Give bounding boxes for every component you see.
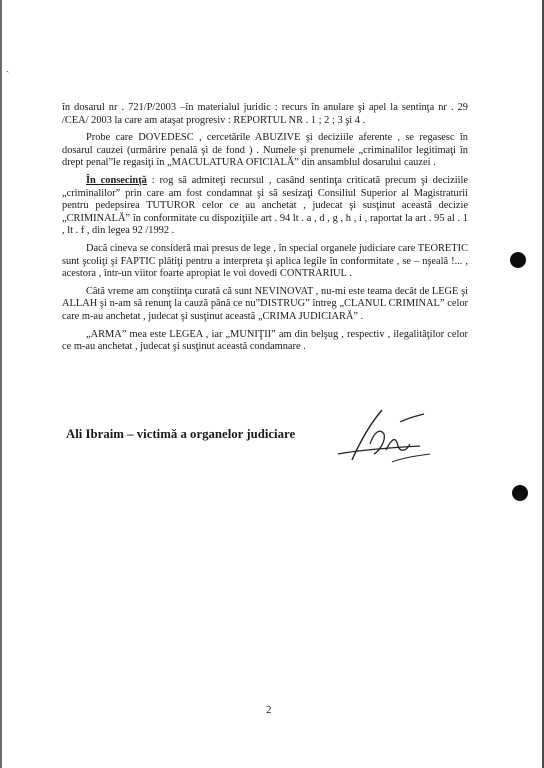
paragraph-4: Dacă cineva se consideră mai presus de lege , în special organele judiciare care TEORETIC sunt şcoliţi şi FAPTIC plătiţi pentru a interpreta şi aplica legile în conformitate , se – nşeală !... , acestora , într-un viitor foarte apropiat le voi dovedi CONTRARIUL .: [62, 242, 468, 280]
signature-caption: Ali Ibraim – victimă a organelor judiciare: [66, 427, 296, 441]
paragraph-3-lead: În consecinţă: [86, 174, 147, 186]
scan-edge-left: [0, 0, 2, 768]
paragraph-5: Câtă vreme am conştiinţa curată că sunt NEVINOVAT , nu-mi este teama decât de LEGE şi ALLAH şi n-am să renunţ la cauză până ce nu”DISTRUG” întreg „CLANUL CRIMINAL” celor care m-au anchetat , judecat şi susţinut această „CRIMA JUDICIARĂ” .: [62, 285, 468, 322]
paragraph-2: Probe care DOVEDESC , cercetările ABUZIVE şi deciziile aferente , se regasesc în dosarul cauzei (urmărire penală şi de fond ) . Numele şi prenumele „criminalilor legitimaţi în drept penal”le regasiţi în „MACULATURA OFICIALĂ” din ansamblul dosarului cauzei .: [62, 132, 468, 169]
paragraph-6: „ARMA” mea este LEGEA , iar „MUNIŢII” am din belşug , respectiv , ilegalităţilor celor ce m-au anchetat , judecat şi susţinut această condamnare .: [62, 328, 468, 353]
paragraph-3-rest: : rog să admiteţi recursul , casând sentinţa criticată precum şi deciziile „criminalilor” prin care am fost condamnat şi să sesizaţi Consiliul Superior al Magistraturii pentru pedepsirea TUTUROR celor ce au anchetat , judecat şi susţinut această decizie „CRIMINALĂ” în conformitate cu dispoziţiile art . 94 lt . a , d , g , h , i , raportat la art . 95 al . 1 , lt . f , din legea 92 /1992 .: [62, 174, 468, 237]
handwritten-signature: [330, 402, 440, 472]
paragraph-1: în dosarul nr . 721/P/2003 –în materialul juridic : recurs în anulare şi apel la sentinţa nr . 29 /CEA/ 2003 la care am ataşat progresiv : REPORTUL NR . 1 ; 2 ; 3 şi 4 .: [62, 102, 468, 126]
punch-hole-bottom: [512, 485, 528, 501]
scan-mark: ˏ: [6, 62, 10, 73]
page-number: 2: [266, 704, 272, 716]
letter-body: [62, 102, 468, 359]
paragraph-3: [62, 175, 468, 238]
punch-hole-top: [510, 252, 526, 268]
